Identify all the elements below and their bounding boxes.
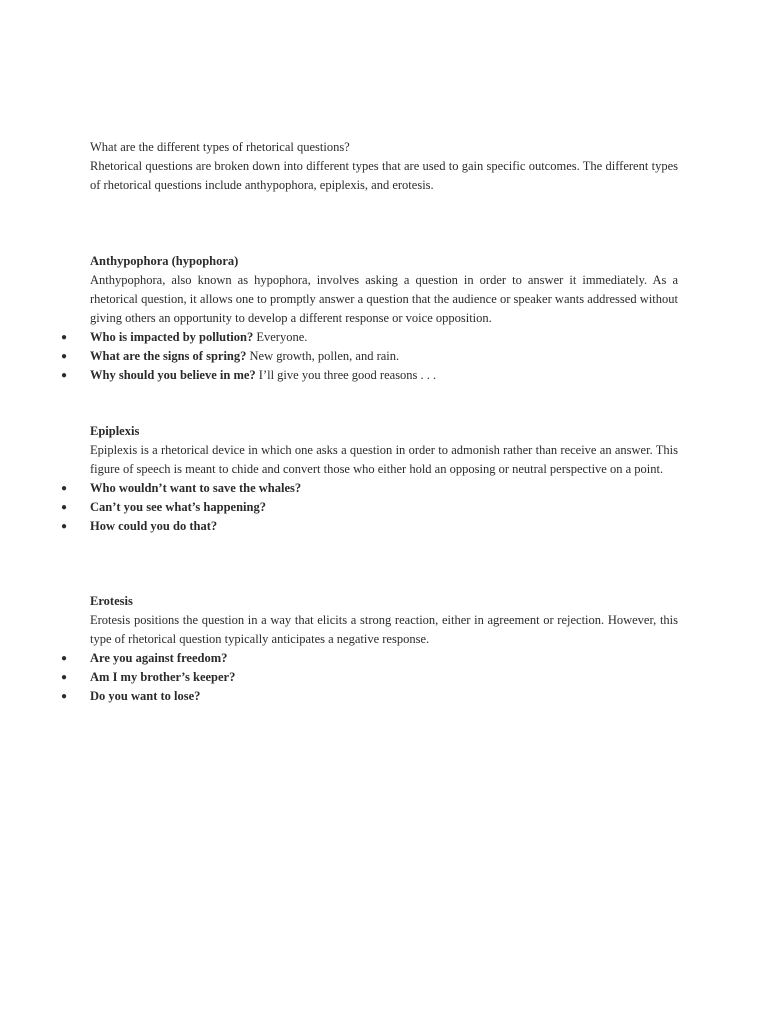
bullet-question: Do you want to lose? bbox=[90, 689, 201, 703]
section-body: Epiplexis is a rhetorical device in which one asks a question in order to admonish rather than receive an answer. This figure of speech is meant to chide and convert those who either hold an opposing or neutral perspective on a point. bbox=[90, 443, 678, 476]
bullet-list bbox=[61, 328, 678, 385]
bullet-list bbox=[61, 479, 678, 536]
bullet-question: Who is impacted by pollution? bbox=[90, 330, 254, 344]
list-item bbox=[61, 687, 678, 706]
intro-block bbox=[90, 138, 678, 195]
intro-body: Rhetorical questions are broken down into different types that are used to gain specific outcomes. The different types of rhetorical questions include anthypophora, epiplexis, and erotesis. bbox=[90, 159, 678, 192]
section-heading: Anthypophora (hypophora) bbox=[90, 254, 239, 268]
section-erotesis bbox=[61, 592, 678, 706]
list-item bbox=[61, 498, 678, 517]
list-item bbox=[61, 517, 678, 536]
list-item bbox=[61, 366, 678, 385]
bullet-answer: Everyone. bbox=[253, 330, 308, 344]
section-heading: Erotesis bbox=[90, 594, 133, 608]
bullet-answer: New growth, pollen, and rain. bbox=[246, 349, 400, 363]
bullet-question: Can’t you see what’s happening? bbox=[90, 500, 266, 514]
bullet-icon: ● bbox=[61, 332, 68, 343]
bullet-icon: ● bbox=[61, 351, 68, 362]
bullet-list bbox=[61, 649, 678, 706]
bullet-question: How could you do that? bbox=[90, 519, 218, 533]
bullet-icon: ● bbox=[61, 521, 68, 532]
list-item bbox=[61, 479, 678, 498]
section-heading: Epiplexis bbox=[90, 424, 140, 438]
section-body: Erotesis positions the question in a way that elicits a strong reaction, either in agreement or rejection. However, this type of rhetorical question typically anticipates a negative response. bbox=[90, 613, 678, 646]
list-item bbox=[61, 328, 678, 347]
section-anthypophora bbox=[61, 252, 678, 385]
bullet-icon: ● bbox=[61, 502, 68, 513]
bullet-question: What are the signs of spring? bbox=[90, 349, 247, 363]
bullet-question: Are you against freedom? bbox=[90, 651, 228, 665]
list-item bbox=[61, 347, 678, 366]
bullet-question: Am I my brother’s keeper? bbox=[90, 670, 236, 684]
list-item bbox=[61, 668, 678, 687]
section-body: Anthypophora, also known as hypophora, involves asking a question in order to answer it immediately. As a rhetorical question, it allows one to promptly answer a question that the audience or speaker wants addressed without giving others an opportunity to develop a different response or voice opposition. bbox=[90, 273, 678, 325]
bullet-icon: ● bbox=[61, 672, 68, 683]
bullet-answer: I’ll give you three good reasons . . . bbox=[255, 368, 437, 382]
bullet-icon: ● bbox=[61, 653, 68, 664]
bullet-icon: ● bbox=[61, 370, 68, 381]
bullet-question: Who wouldn’t want to save the whales? bbox=[90, 481, 302, 495]
intro-question: What are the different types of rhetorical questions? bbox=[90, 140, 350, 154]
list-item bbox=[61, 649, 678, 668]
bullet-icon: ● bbox=[61, 483, 68, 494]
section-epiplexis bbox=[61, 422, 678, 536]
bullet-icon: ● bbox=[61, 691, 68, 702]
bullet-question: Why should you believe in me? bbox=[90, 368, 256, 382]
